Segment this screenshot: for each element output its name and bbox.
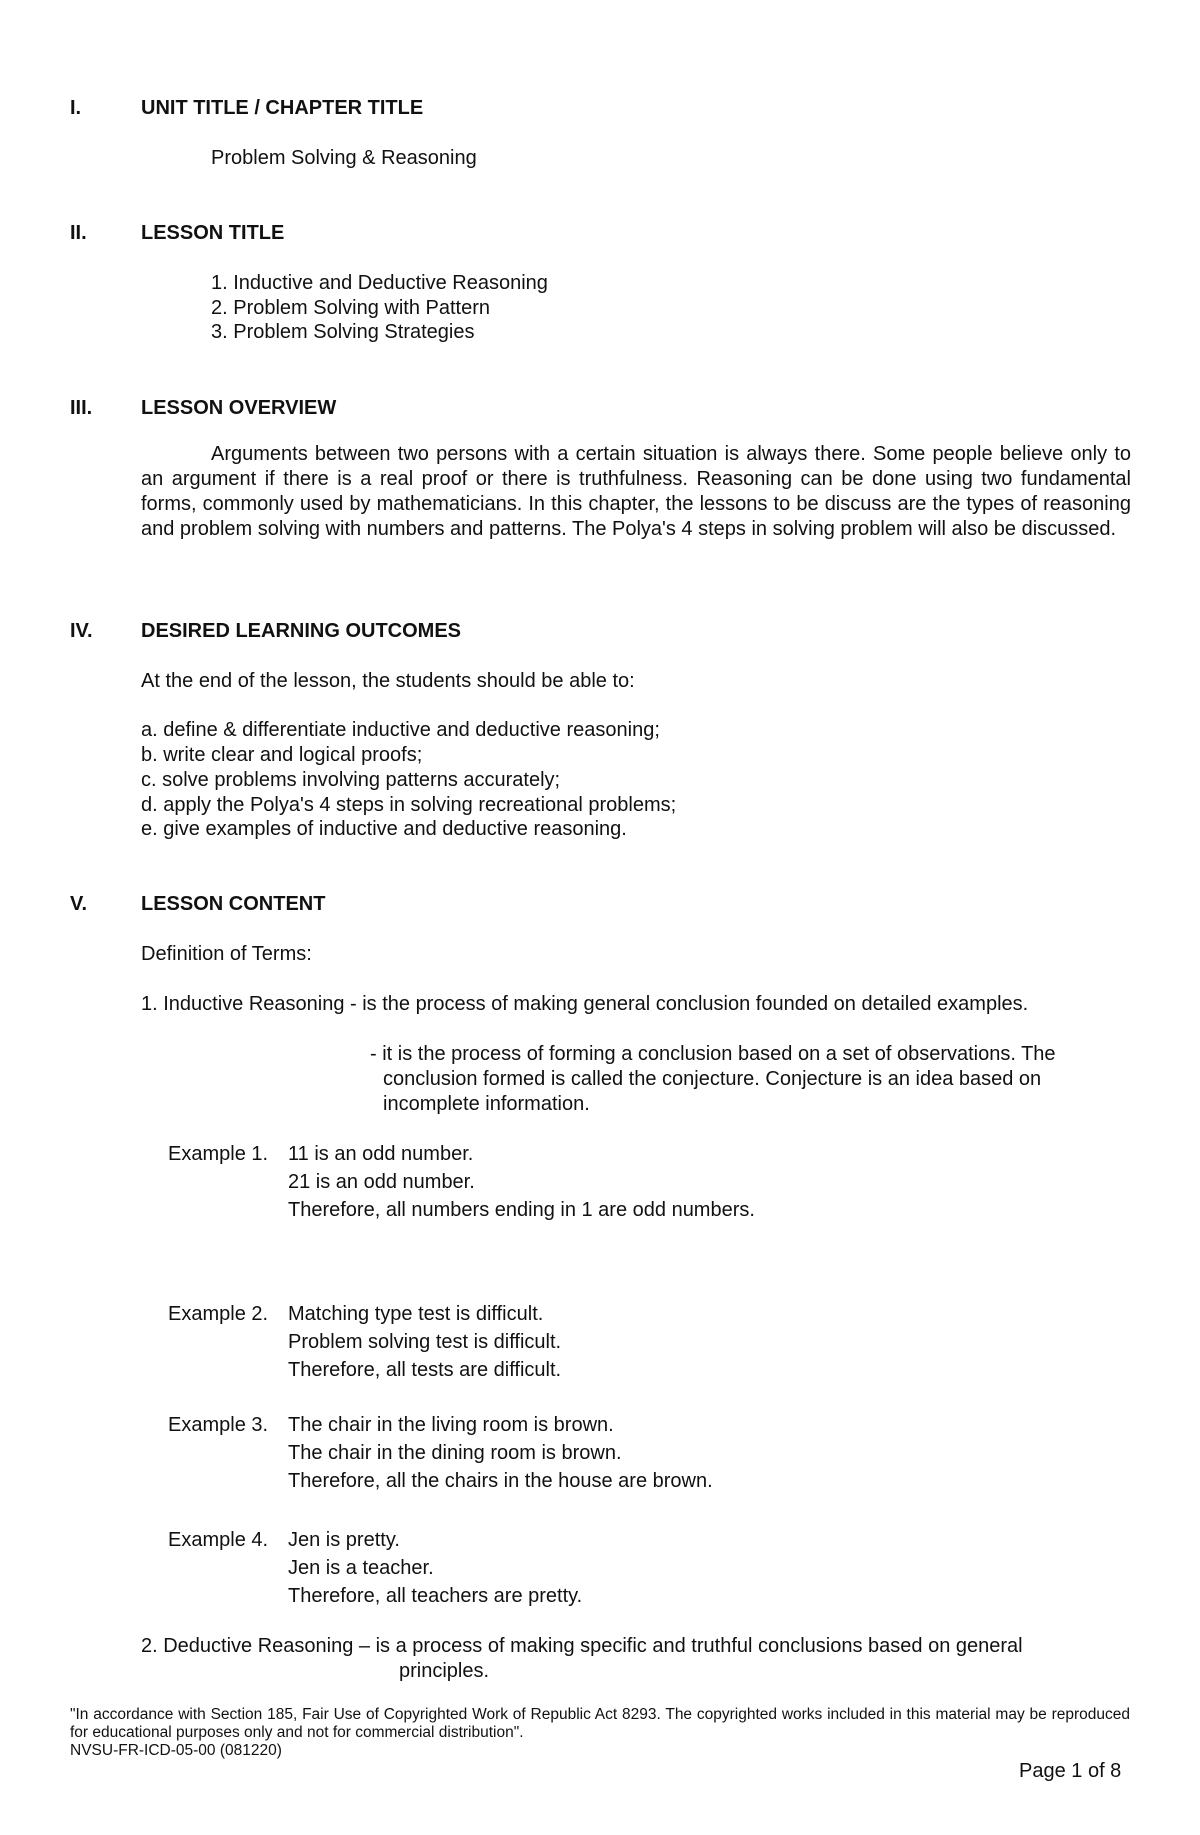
example-line: 11 is an odd number.	[288, 1143, 474, 1165]
term-inductive: 1. Inductive Reasoning - is the process of making general conclusion founded on detailed examples.	[141, 993, 1029, 1015]
definition-heading: Definition of Terms:	[141, 943, 312, 965]
example-line: Jen is a teacher.	[288, 1557, 434, 1579]
outcomes-intro: At the end of the lesson, the students should be able to:	[141, 670, 635, 692]
term-inductive-extra: conclusion formed is called the conjecture. Conjecture is an idea based on	[383, 1068, 1042, 1090]
page-number: Page 1 of 8	[1019, 1760, 1122, 1782]
unit-title: Problem Solving & Reasoning	[211, 147, 477, 169]
example-line: Therefore, all teachers are pretty.	[288, 1585, 583, 1607]
document-code: NVSU-FR-ICD-05-00 (081220)	[70, 1742, 282, 1759]
example-label: Example 4.	[168, 1529, 269, 1551]
section-number: I.	[70, 97, 82, 119]
overview-text: Arguments between two persons with a certain situation is always there. Some people believe only to an argument if there is a real proof or there is truthfulness. Reasoning can be done using two fundamental forms, commonly used by mathematicians. In this chapter, the lessons to be discuss are the types of reasoning and problem solving with numbers and patterns. The Polya's 4 steps in solving problem will also be discussed.	[141, 443, 1131, 540]
section-number: V.	[70, 893, 88, 915]
example-label: Example 2.	[168, 1303, 269, 1325]
overview-paragraph	[141, 442, 1131, 542]
example-line: The chair in the living room is brown.	[288, 1414, 614, 1436]
section-title: LESSON CONTENT	[141, 893, 326, 915]
example-label: Example 3.	[168, 1414, 269, 1436]
example-line: Matching type test is difficult.	[288, 1303, 544, 1325]
section-number: II.	[70, 222, 87, 244]
copyright-notice: "In accordance with Section 185, Fair Use of Copyrighted Work of Republic Act 8293. The copyrighted works included in this material may be reproduced for educational purposes only and not for commercial distribution".	[70, 1706, 1130, 1741]
example-line: 21 is an odd number.	[288, 1171, 475, 1193]
example-line: Therefore, all numbers ending in 1 are odd numbers.	[288, 1199, 755, 1221]
outcome-item: e. give examples of inductive and deductive reasoning.	[141, 818, 627, 840]
lesson-title-item: 1. Inductive and Deductive Reasoning	[211, 272, 548, 294]
example-line: Problem solving test is difficult.	[288, 1331, 562, 1353]
term-deductive: 2. Deductive Reasoning – is a process of making specific and truthful conclusions based on general	[141, 1635, 1023, 1657]
outcome-item: d. apply the Polya's 4 steps in solving recreational problems;	[141, 794, 677, 816]
section-number: III.	[70, 397, 93, 419]
section-title: LESSON TITLE	[141, 222, 285, 244]
example-line: The chair in the dining room is brown.	[288, 1442, 622, 1464]
section-title: DESIRED LEARNING OUTCOMES	[141, 620, 462, 642]
term-deductive-cont: principles.	[399, 1660, 490, 1682]
lesson-title-item: 2. Problem Solving with Pattern	[211, 297, 491, 319]
example-line: Jen is pretty.	[288, 1529, 400, 1551]
term-inductive-extra: incomplete information.	[383, 1093, 590, 1115]
section-title: LESSON OVERVIEW	[141, 397, 337, 419]
example-line: Therefore, all the chairs in the house are brown.	[288, 1470, 713, 1492]
section-title: UNIT TITLE / CHAPTER TITLE	[141, 97, 424, 119]
example-line: Therefore, all tests are difficult.	[288, 1359, 562, 1381]
term-inductive-extra: - it is the process of forming a conclusion based on a set of observations. The	[370, 1043, 1056, 1065]
lesson-title-item: 3. Problem Solving Strategies	[211, 321, 475, 343]
outcome-item: c. solve problems involving patterns accurately;	[141, 769, 561, 791]
example-label: Example 1.	[168, 1143, 269, 1165]
outcome-item: a. define & differentiate inductive and deductive reasoning;	[141, 719, 660, 741]
outcome-item: b. write clear and logical proofs;	[141, 744, 423, 766]
section-number: IV.	[70, 620, 93, 642]
